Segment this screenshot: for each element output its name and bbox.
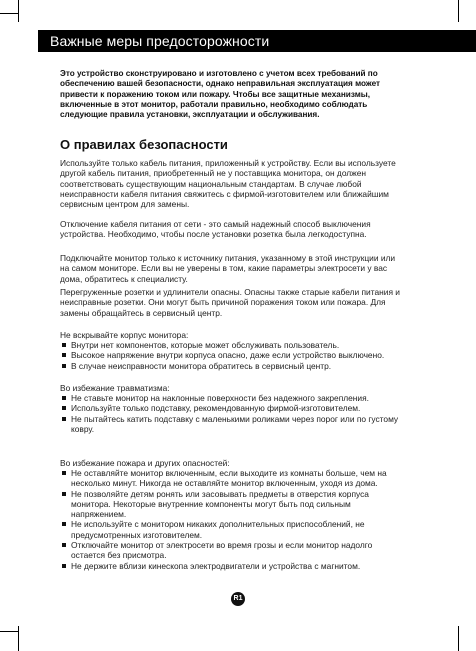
list-item: Не держите вблизи кинескопа электродвигатели и устройства с магнитом. (60, 561, 400, 571)
list-item: Не ставьте монитор на наклонные поверхности без надежного закрепления. (60, 393, 400, 403)
square-bullet-icon (62, 471, 66, 475)
list-fire (60, 468, 400, 571)
list-casing (60, 340, 400, 371)
list-title-fire: Во избежание пожара и других опасностей: (60, 458, 230, 468)
list-item: Высокое напряжение внутри корпуса опасно, даже если устройство выключено. (60, 350, 400, 360)
crop-mark-bottom-right-v (458, 626, 459, 651)
paragraph-power-cable: Используйте только кабель питания, приложенный к устройству. Если вы используете другой кабель питания, приобретенный не у поставщика монитора, он должен соответствовать существующим национальным стандартам. В случае любой неисправности кабеля питания свяжитесь с фирмой-изготовителем или ближайшим сервисным центром для замены. (60, 158, 396, 210)
square-bullet-icon (62, 396, 66, 400)
list-title-injury: Во избежание травматизма: (60, 383, 170, 393)
square-bullet-icon (62, 343, 66, 347)
square-bullet-icon (62, 522, 66, 526)
square-bullet-icon (62, 417, 66, 421)
intro-paragraph: Это устройство сконструировано и изготовлено с учетом всех требований по обеспечению вашей безопасности, однако неправильная эксплуатация может привести к поражению током или пожару. Чтобы все защитные механизмы, включенные в этот монитор, работали правильно, необходимо соблюдать следующие правила установки, эксплуатации и обслуживания. (60, 69, 381, 120)
list-injury (60, 393, 400, 434)
crop-mark-top-left-h (0, 13, 18, 14)
crop-mark-top-left-v (18, 0, 19, 22)
square-bullet-icon (62, 353, 66, 357)
crop-mark-bottom-left-v (18, 626, 19, 651)
square-bullet-icon (62, 564, 66, 568)
section-heading: О правилах безопасности (60, 137, 228, 152)
square-bullet-icon (62, 492, 66, 496)
square-bullet-icon (62, 406, 66, 410)
list-item: Не пытайтесь катить подставку с маленькими роликами через порог или по густому ковру. (60, 414, 400, 435)
list-item: Отключайте монитор от электросети во время грозы и если монитор надолго остается без присмотра. (60, 540, 400, 561)
paragraph-overloaded-sockets: Перегруженные розетки и удлинители опасны. Опасны также старые кабели питания и неисправные розетки. Они могут быть причиной поражения током или пожара. Для замены обращайтесь в сервисный центр. (60, 287, 400, 318)
list-item: Не используйте с монитором никаких дополнительных приспособлений, не предусмотренных изготовителем. (60, 519, 400, 540)
page-title: Важные меры предосторожности (50, 33, 270, 49)
list-item: Внутри нет компонентов, которые может обслуживать пользователь. (60, 340, 400, 350)
square-bullet-icon (62, 364, 66, 368)
list-item: Используйте только подставку, рекомендованную фирмой-изготовителем. (60, 403, 400, 413)
page-number: R1 (231, 592, 245, 606)
list-item: Не оставляйте монитор включенным, если выходите из комнаты больше, чем на несколько минут. Никогда не оставляйте монитор включенным, уходя из дома. (60, 468, 400, 489)
crop-mark-top-right-v (458, 0, 459, 22)
paragraph-disconnect: Отключение кабеля питания от сети - это самый надежный способ выключения устройства. Необходимо, чтобы после установки розетка была легкодоступна. (60, 219, 371, 240)
list-item: Не позволяйте детям ронять или засовывать предметы в отверстия корпуса монитора. Некоторые внутренние компоненты могут быть под сильным напряжением. (60, 489, 400, 520)
list-title-casing: Не вскрывайте корпус монитора: (60, 330, 189, 340)
square-bullet-icon (62, 543, 66, 547)
crop-mark-bottom-left-h (0, 631, 18, 632)
list-item: В случае неисправности монитора обратитесь в сервисный центр. (60, 361, 400, 371)
paragraph-power-source: Подключайте монитор только к источнику питания, указанному в этой инструкции или на самом мониторе. Если вы не уверены в том, какие параметры электросети у вас дома, обратитесь к специалисту. (60, 253, 396, 284)
